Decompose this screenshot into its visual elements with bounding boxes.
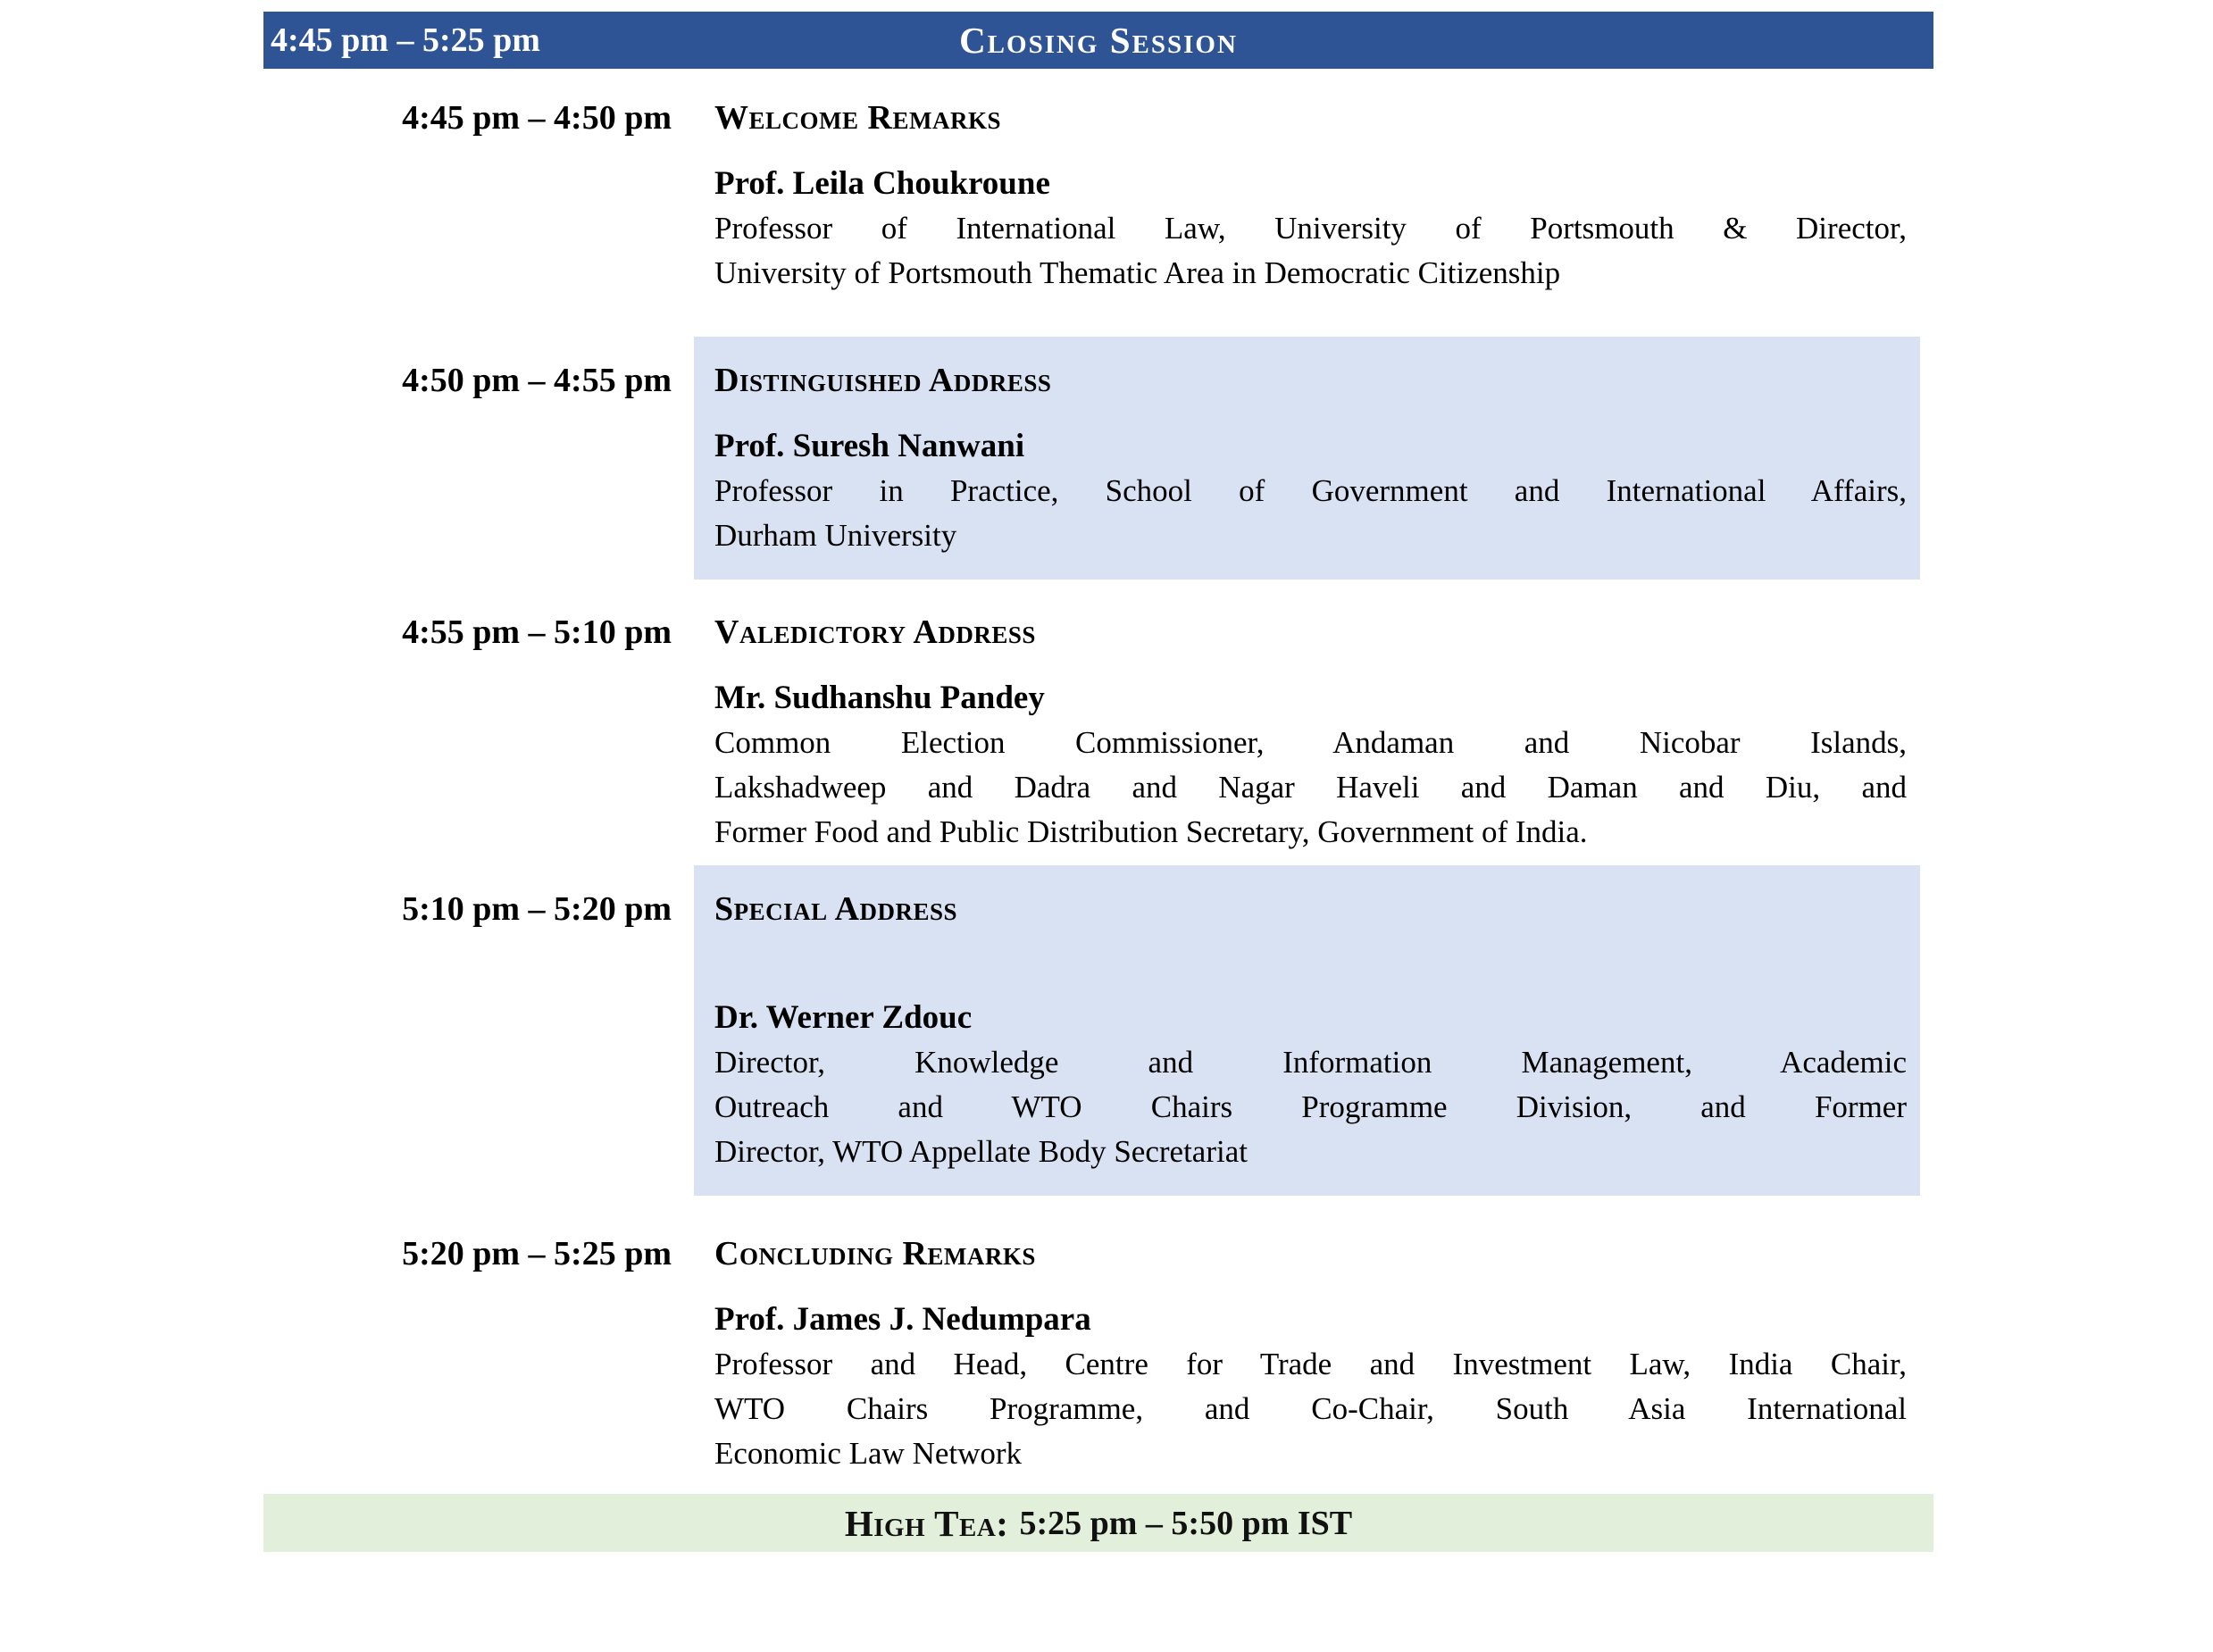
high-tea-bar xyxy=(263,1494,1933,1552)
slot-heading: Special Address xyxy=(714,890,958,928)
description-line: University of Portsmouth Thematic Area in Democratic Citizenship xyxy=(714,255,1561,290)
slot-content xyxy=(694,610,1920,855)
description-line: Professor and Head, Centre for Trade and Investment Law, India Chair, xyxy=(714,1347,1907,1381)
session-header-bar xyxy=(263,12,1933,69)
agenda-row-concluding-remarks xyxy=(263,1231,1920,1476)
speaker-name: Mr. Sudhanshu Pandey xyxy=(714,680,1045,716)
agenda-row-distinguished-address xyxy=(263,337,1920,580)
speaker-name: Prof. James J. Nedumpara xyxy=(714,1301,1091,1338)
description-line: Durham University xyxy=(714,518,957,553)
session-time-range: 4:45 pm – 5:25 pm xyxy=(271,21,540,59)
description-line: Professor of International Law, University of Portsmouth & Director, xyxy=(714,211,1907,246)
slot-content xyxy=(694,96,1920,296)
speaker-name: Prof. Suresh Nanwani xyxy=(714,428,1025,464)
agenda-row-welcome-remarks xyxy=(263,96,1920,296)
slot-time: 5:10 pm – 5:20 pm xyxy=(402,890,672,928)
description-line: Professor in Practice, School of Government and International Affairs, xyxy=(714,473,1907,508)
slot-time: 5:20 pm – 5:25 pm xyxy=(402,1235,672,1272)
speaker-description xyxy=(714,1342,1907,1476)
description-line: Director, WTO Appellate Body Secretariat xyxy=(714,1134,1248,1169)
slot-content xyxy=(694,1231,1920,1476)
slot-time: 4:50 pm – 4:55 pm xyxy=(402,362,672,399)
description-line: Director, Knowledge and Information Management, Academic xyxy=(714,1045,1907,1080)
session-title: Closing Session xyxy=(959,20,1238,61)
high-tea-label: High Tea: xyxy=(844,1502,1009,1544)
slot-content xyxy=(694,865,1920,1196)
description-line: WTO Chairs Programme, and Co-Chair, South Asia International xyxy=(714,1391,1907,1426)
speaker-name: Prof. Leila Choukroune xyxy=(714,165,1050,202)
description-line: Outreach and WTO Chairs Programme Division, and Former xyxy=(714,1089,1907,1124)
speaker-description xyxy=(714,721,1907,855)
slot-time: 4:45 pm – 4:50 pm xyxy=(402,99,672,137)
agenda-row-valedictory-address xyxy=(263,610,1920,855)
slot-content xyxy=(694,337,1920,580)
description-line: Lakshadweep and Dadra and Nagar Haveli and Daman and Diu, and xyxy=(714,770,1907,805)
slot-heading: Distinguished Address xyxy=(714,362,1052,399)
speaker-description xyxy=(714,1040,1907,1174)
slot-heading: Concluding Remarks xyxy=(714,1235,1036,1272)
description-line: Former Food and Public Distribution Secretary, Government of India. xyxy=(714,814,1588,849)
description-line: Common Election Commissioner, Andaman and Nicobar Islands, xyxy=(714,725,1907,760)
speaker-description xyxy=(714,206,1907,296)
description-line: Economic Law Network xyxy=(714,1436,1023,1471)
slot-time: 4:55 pm – 5:10 pm xyxy=(402,613,672,651)
speaker-description xyxy=(714,469,1907,558)
speaker-name: Dr. Werner Zdouc xyxy=(714,999,973,1036)
agenda-row-special-address xyxy=(263,865,1920,1196)
high-tea-time: 5:25 pm – 5:50 pm IST xyxy=(1019,1504,1353,1542)
slot-heading: Valedictory Address xyxy=(714,613,1036,651)
slot-heading: Welcome Remarks xyxy=(714,99,1001,137)
